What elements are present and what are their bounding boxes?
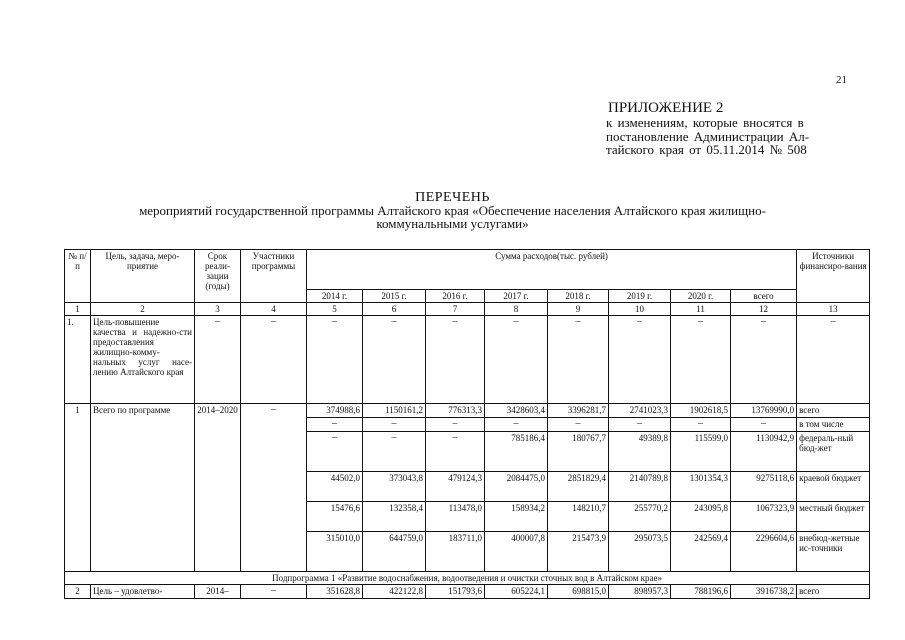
value-cell: 9275118,6 xyxy=(731,472,797,502)
value-cell: 115599,0 xyxy=(671,432,731,472)
value-cell: 1067323,9 xyxy=(731,502,797,532)
value-cell: 113478,0 xyxy=(426,502,485,532)
header-year: 2017 г. xyxy=(485,290,548,303)
value-cell: 255770,2 xyxy=(609,502,671,532)
header-num: № п/п xyxy=(65,250,91,303)
dash-cell: – xyxy=(241,316,307,404)
value-cell: 351628,8 xyxy=(307,585,363,599)
column-number: 13 xyxy=(797,303,870,316)
row-2-period: 2014– xyxy=(195,585,241,599)
value-cell: 374988,6 xyxy=(307,404,363,418)
header-year: 2015 г. xyxy=(363,290,426,303)
dash-cell: – xyxy=(731,316,797,404)
row-2-text: Цель – удовлетво- xyxy=(91,585,195,599)
header-year: 2016 г. xyxy=(426,290,485,303)
value-cell: 644759,0 xyxy=(363,532,426,572)
value-cell: 479124,3 xyxy=(426,472,485,502)
row-num: 2 xyxy=(65,585,91,599)
value-cell: 2140789,8 xyxy=(609,472,671,502)
document-subtitle-line: мероприятий государственной программы Алтайского края «Обеспечение населения Алтайского края жилищно- xyxy=(139,203,766,218)
value-cell: 605224,1 xyxy=(485,585,548,599)
total-text: Всего по программе xyxy=(91,404,195,572)
column-number: 1 xyxy=(65,303,91,316)
value-cell: 158934,2 xyxy=(485,502,548,532)
row-num: 1 xyxy=(65,404,91,572)
value-cell: 2851829,4 xyxy=(548,472,609,502)
value-cell: 13769990,0 xyxy=(731,404,797,418)
dash-cell: – xyxy=(797,316,870,404)
value-cell: – xyxy=(307,432,363,472)
value-cell: 2296604,6 xyxy=(731,532,797,572)
column-number: 5 xyxy=(307,303,363,316)
value-cell: 295073,5 xyxy=(609,532,671,572)
source-cell: внебюд-жетные ис-точники xyxy=(797,532,870,572)
value-cell: 788196,6 xyxy=(671,585,731,599)
total-participants: – xyxy=(241,404,307,572)
value-cell: – xyxy=(363,432,426,472)
annex-line: постановление Администрации Ал- xyxy=(606,128,810,144)
value-cell: 1150161,2 xyxy=(363,404,426,418)
value-cell: 151793,6 xyxy=(426,585,485,599)
value-cell: – xyxy=(548,418,609,432)
value-cell: 400007,8 xyxy=(485,532,548,572)
annex-description xyxy=(606,116,850,157)
source-cell: в том числе xyxy=(797,418,870,432)
value-cell: – xyxy=(363,418,426,432)
column-number: 7 xyxy=(426,303,485,316)
value-cell: 898957,3 xyxy=(609,585,671,599)
annex-title: ПРИЛОЖЕНИЕ 2 xyxy=(608,100,724,116)
value-cell: 1301354,3 xyxy=(671,472,731,502)
value-cell: 776313,3 xyxy=(426,404,485,418)
value-cell: 215473,9 xyxy=(548,532,609,572)
value-cell: 15476,6 xyxy=(307,502,363,532)
value-cell: – xyxy=(671,418,731,432)
source-cell: федераль-ный бюд-жет xyxy=(797,432,870,472)
value-cell: – xyxy=(731,418,797,432)
row-2 xyxy=(65,585,870,599)
row-num: 1. xyxy=(65,316,91,404)
header-year: 2019 г. xyxy=(609,290,671,303)
expenditure-table xyxy=(64,249,870,599)
header-sources: Источники финансиро-вания xyxy=(797,250,870,303)
dash-cell: – xyxy=(609,316,671,404)
value-cell: 422122,8 xyxy=(363,585,426,599)
value-cell: 44502,0 xyxy=(307,472,363,502)
goal-text: Цель-повышение качества и надежно-сти предоставления жилищно-комму-нальных услуг насе-лению Алтайского края xyxy=(91,316,195,404)
value-cell: 698815,0 xyxy=(548,585,609,599)
value-cell: 243095,8 xyxy=(671,502,731,532)
value-cell: 148210,7 xyxy=(548,502,609,532)
value-cell: – xyxy=(426,418,485,432)
annex-line: тайского края от 05.11.2014 № 508 xyxy=(606,142,807,157)
column-number: 8 xyxy=(485,303,548,316)
total-row xyxy=(65,404,870,418)
value-cell: – xyxy=(485,418,548,432)
value-cell: – xyxy=(609,418,671,432)
value-cell: 3916738,2 xyxy=(731,585,797,599)
value-cell: 49389,8 xyxy=(609,432,671,472)
total-period: 2014–2020 xyxy=(195,404,241,572)
header-year: всего xyxy=(731,290,797,303)
value-cell: 1130942,9 xyxy=(731,432,797,472)
value-cell: – xyxy=(307,418,363,432)
subprogram-row xyxy=(65,572,870,585)
goal-row xyxy=(65,316,870,404)
dash-cell: – xyxy=(363,316,426,404)
header-year: 2014 г. xyxy=(307,290,363,303)
value-cell: 242569,4 xyxy=(671,532,731,572)
column-number: 3 xyxy=(195,303,241,316)
value-cell: 373043,8 xyxy=(363,472,426,502)
dash-cell: – xyxy=(671,316,731,404)
annex-line: к изменениям, которые вносятся в xyxy=(606,115,804,130)
header-goal: Цель, задача, меро-приятие xyxy=(91,250,195,303)
row-2-participants: – xyxy=(241,585,307,599)
header-year: 2018 г. xyxy=(548,290,609,303)
dash-cell: – xyxy=(426,316,485,404)
dash-cell: – xyxy=(307,316,363,404)
column-number: 11 xyxy=(671,303,731,316)
subprogram-title: Подпрограмма 1 «Развитие водоснабжения, водоотведения и очистки сточных вод в Алтайском крае» xyxy=(65,572,870,585)
value-cell: 180767,7 xyxy=(548,432,609,472)
column-number: 2 xyxy=(91,303,195,316)
header-sum: Сумма расходов(тыс. рублей) xyxy=(307,250,797,290)
page-number: 21 xyxy=(836,74,847,86)
value-cell: 3428603,4 xyxy=(485,404,548,418)
column-number: 10 xyxy=(609,303,671,316)
header-year: 2020 г. xyxy=(671,290,731,303)
dash-cell: – xyxy=(195,316,241,404)
value-cell: 315010,0 xyxy=(307,532,363,572)
document-subtitle-line: коммунальными услугами» xyxy=(376,216,529,231)
header-participants: Участники программы xyxy=(241,250,307,303)
document-title: ПЕРЕЧЕНЬ xyxy=(415,190,490,205)
value-cell: 2084475,0 xyxy=(485,472,548,502)
column-number: 4 xyxy=(241,303,307,316)
column-number: 9 xyxy=(548,303,609,316)
value-cell: 132358,4 xyxy=(363,502,426,532)
value-cell: 183711,0 xyxy=(426,532,485,572)
value-cell: 785186,4 xyxy=(485,432,548,472)
value-cell: 2741023,3 xyxy=(609,404,671,418)
column-number: 12 xyxy=(731,303,797,316)
value-cell: 1902618,5 xyxy=(671,404,731,418)
value-cell: 3396281,7 xyxy=(548,404,609,418)
dash-cell: – xyxy=(485,316,548,404)
value-cell: – xyxy=(426,432,485,472)
header-period: Срок реали-зации (годы) xyxy=(195,250,241,303)
document-subtitle xyxy=(60,204,845,230)
column-number: 6 xyxy=(363,303,426,316)
column-numbers-row xyxy=(65,303,870,316)
dash-cell: – xyxy=(548,316,609,404)
source-cell: всего xyxy=(797,404,870,418)
source-cell: местный бюджет xyxy=(797,502,870,532)
source-cell: краевой бюджет xyxy=(797,472,870,502)
source-cell: всего xyxy=(797,585,870,599)
